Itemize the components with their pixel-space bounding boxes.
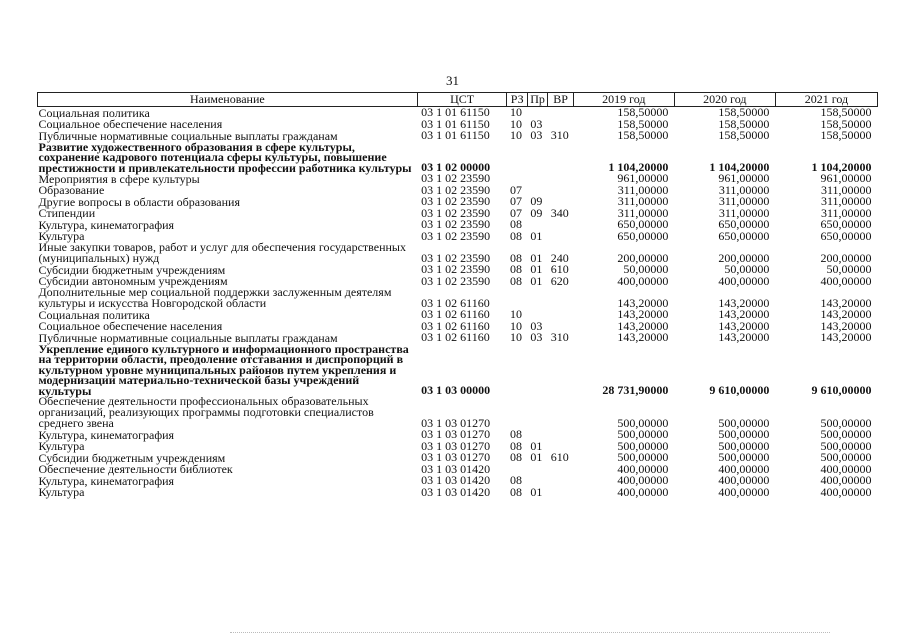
row-rz: 08 [509, 484, 522, 499]
row-2021: 143,20000 [820, 295, 872, 310]
row-vr [548, 231, 574, 243]
row-rz [507, 396, 527, 429]
row-2021: 143,20000 [820, 330, 872, 344]
row-vr [548, 464, 574, 476]
row-vr [548, 185, 574, 197]
row-name: Социальное обеспечение населения [38, 117, 223, 131]
row-2020: 311,00000 [718, 194, 770, 208]
row-pr: 03 [530, 116, 543, 131]
row-2021: 650,00000 [820, 217, 872, 231]
row-cst: 03 1 03 00000 [421, 382, 491, 397]
row-name: Культура, кинематография [38, 473, 175, 488]
row-vr [548, 344, 574, 397]
page-number: 31 [446, 73, 459, 88]
row-2019: 400,00000 [617, 273, 669, 288]
table-row [38, 487, 878, 499]
row-2020: 400,00000 [718, 484, 770, 499]
row-pr [527, 396, 547, 429]
row-2020: 400,00000 [718, 473, 770, 487]
row-2019: 400,00000 [617, 484, 669, 499]
row-rz: 08 [509, 250, 522, 265]
row-rz [507, 287, 527, 309]
row-rz: 08 [509, 450, 522, 464]
row-name: Социальное обеспечение населения [38, 319, 223, 333]
row-2019: 200,00000 [617, 250, 669, 265]
row-2021: 311,00000 [820, 205, 872, 220]
row-rz: 08 [509, 273, 522, 288]
row-2021: 311,00000 [820, 194, 872, 208]
row-2021: 500,00000 [820, 438, 872, 453]
row-name: Социальная политика [38, 307, 150, 322]
row-rz: 10 [509, 318, 522, 333]
row-2021: 158,50000 [820, 128, 872, 142]
row-2019: 28 731,90000 [602, 382, 669, 397]
row-name: Культура, кинематография [38, 217, 175, 232]
header-pr: Пр [527, 93, 547, 107]
row-2019: 961,00000 [617, 171, 669, 185]
row-pr [527, 464, 547, 476]
row-2019: 143,20000 [617, 330, 669, 344]
row-cst: 03 1 02 23590 [421, 194, 491, 208]
row-name: Субсидии бюджетным учреждениям [38, 450, 226, 465]
row-pr: 09 [530, 205, 543, 220]
row-pr: 03 [530, 128, 543, 142]
row-cst: 03 1 02 61160 [421, 318, 490, 333]
row-2021: 158,50000 [820, 116, 872, 131]
row-vr: 310 [550, 128, 569, 142]
row-cst: 03 1 02 23590 [421, 171, 491, 185]
row-cst: 03 1 02 23590 [421, 205, 491, 220]
row-vr [548, 309, 574, 321]
row-rz: 07 [509, 194, 522, 208]
row-name: Развитие художественного образования в сфере культуры, сохранение кадрового потенциала сферы культуры, повышение престижности и привлекательности профессии работника культуры [38, 139, 412, 175]
row-name: Укрепление единого культурного и информационного пространства на территории области, преодоление отставания и диспропорций в культурном уровне муниципальных районов путем укрепления и модернизации материально-технической базы учреждений культуры [38, 341, 409, 398]
row-cst: 03 1 03 01270 [421, 427, 491, 441]
row-rz: 08 [509, 473, 522, 487]
row-cst: 03 1 03 01420 [421, 484, 491, 499]
row-name: Культура [38, 485, 85, 499]
scan-artifact [230, 632, 830, 635]
row-name: Мероприятия в сфере культуры [38, 171, 200, 186]
row-2020: 500,00000 [718, 415, 770, 430]
row-cst: 03 1 01 61150 [421, 105, 490, 119]
row-name: Иные закупки товаров, работ и услуг для обеспечения государственных (муниципальных) нужд [38, 240, 406, 265]
row-pr: 03 [530, 318, 543, 333]
row-cst: 03 1 02 61160 [421, 330, 490, 344]
row-cst: 03 1 02 00000 [421, 159, 491, 174]
row-2021: 400,00000 [820, 484, 872, 499]
row-cst: 03 1 02 23590 [421, 262, 491, 276]
row-2020: 311,00000 [718, 205, 770, 220]
row-2020: 500,00000 [718, 427, 770, 441]
row-2019: 500,00000 [617, 415, 669, 430]
row-2020: 311,00000 [718, 182, 770, 197]
row-cst: 03 1 03 01420 [421, 473, 491, 487]
row-name: Социальная политика [38, 105, 150, 120]
row-2021: 400,00000 [820, 273, 872, 288]
row-pr: 01 [530, 250, 543, 265]
row-pr [527, 142, 547, 174]
row-2021: 961,00000 [820, 171, 872, 185]
row-cst: 03 1 02 61160 [421, 295, 490, 310]
row-pr: 01 [530, 228, 543, 243]
row-2020: 650,00000 [718, 228, 770, 243]
row-rz: 10 [509, 105, 522, 119]
row-cst: 03 1 02 23590 [421, 228, 491, 243]
header-vr: ВР [548, 93, 574, 107]
table-body [38, 107, 878, 499]
row-cst: 03 1 03 01420 [421, 461, 491, 476]
row-vr [548, 107, 574, 119]
row-pr: 03 [530, 330, 543, 344]
budget-table [37, 92, 878, 498]
row-2021: 9 610,00000 [811, 382, 872, 397]
row-cst: 03 1 02 61160 [421, 307, 490, 321]
table-row [38, 287, 878, 309]
table-row [38, 344, 878, 397]
table-row [38, 396, 878, 429]
row-cst: 03 1 02 23590 [421, 250, 491, 265]
row-2019: 158,50000 [617, 105, 669, 119]
row-vr: 310 [550, 330, 569, 344]
row-2019: 158,50000 [617, 128, 669, 142]
row-pr: 01 [530, 484, 543, 499]
row-vr: 610 [550, 450, 569, 464]
row-2020: 961,00000 [718, 171, 770, 185]
row-cst: 03 1 03 01270 [421, 415, 491, 430]
row-pr: 01 [530, 438, 543, 453]
row-2019: 650,00000 [617, 217, 669, 231]
row-2019: 143,20000 [617, 318, 669, 333]
row-vr [548, 287, 574, 309]
row-2021: 500,00000 [820, 450, 872, 464]
row-2019: 143,20000 [617, 295, 669, 310]
header-cst: ЦСТ [417, 93, 507, 107]
row-2019: 500,00000 [617, 438, 669, 453]
row-rz: 10 [509, 128, 522, 142]
row-2020: 158,50000 [718, 116, 770, 131]
row-vr [548, 173, 574, 185]
row-2020: 143,20000 [718, 318, 770, 333]
row-cst: 03 1 02 23590 [421, 182, 491, 197]
row-cst: 03 1 03 01270 [421, 438, 491, 453]
header-rz: РЗ [507, 93, 527, 107]
row-2019: 311,00000 [617, 205, 669, 220]
row-name: Культура [38, 229, 85, 243]
row-pr: 01 [530, 450, 543, 464]
row-rz: 08 [509, 217, 522, 231]
row-vr [548, 487, 574, 499]
row-2021: 50,00000 [826, 262, 872, 276]
row-rz: 10 [509, 330, 522, 344]
row-2021: 311,00000 [820, 182, 872, 197]
row-cst: 03 1 02 23590 [421, 273, 491, 288]
row-2019: 143,20000 [617, 307, 669, 321]
header-2019: 2019 год [573, 93, 674, 107]
row-2019: 158,50000 [617, 116, 669, 131]
row-cst: 03 1 01 61150 [421, 128, 490, 142]
row-rz: 07 [509, 205, 522, 220]
row-2021: 500,00000 [820, 427, 872, 441]
row-2021: 143,20000 [820, 318, 872, 333]
row-2020: 50,00000 [724, 262, 770, 276]
row-vr [548, 475, 574, 487]
row-2020: 400,00000 [718, 273, 770, 288]
row-name: Образование [38, 183, 105, 197]
row-cst: 03 1 03 01270 [421, 450, 491, 464]
row-name: Дополнительные мер социальной поддержки заслуженным деятелям культуры и искусства Новгородской области [38, 285, 392, 310]
row-name: Публичные нормативные социальные выплаты гражданам [38, 128, 338, 143]
row-pr [527, 344, 547, 397]
row-2019: 311,00000 [617, 194, 669, 208]
row-name: Культура [38, 439, 85, 453]
row-rz: 10 [509, 307, 522, 321]
row-2020: 143,20000 [718, 330, 770, 344]
row-pr [527, 287, 547, 309]
row-name: Стипендии [38, 206, 96, 220]
row-pr [527, 173, 547, 185]
row-2020: 650,00000 [718, 217, 770, 231]
header-2020: 2020 год [674, 93, 775, 107]
row-2021: 158,50000 [820, 105, 872, 119]
header-name: Наименование [38, 93, 418, 107]
row-vr: 620 [550, 273, 569, 288]
row-2020: 9 610,00000 [709, 382, 770, 397]
row-2020: 500,00000 [718, 438, 770, 453]
header-2021: 2021 год [775, 93, 877, 107]
row-2020: 200,00000 [718, 250, 770, 265]
row-rz: 08 [509, 427, 522, 441]
row-rz: 10 [509, 116, 522, 131]
row-vr [548, 142, 574, 174]
table-row [38, 242, 878, 264]
row-2021: 650,00000 [820, 228, 872, 243]
row-rz: 08 [509, 262, 522, 276]
row-2021: 500,00000 [820, 415, 872, 430]
row-2021: 1 104,20000 [811, 159, 872, 174]
row-2020: 1 104,20000 [709, 159, 770, 174]
row-vr: 610 [550, 262, 569, 276]
row-pr: 01 [530, 273, 543, 288]
row-2019: 500,00000 [617, 427, 669, 441]
row-rz [507, 344, 527, 397]
row-vr [548, 429, 574, 441]
row-pr: 01 [530, 262, 543, 276]
row-name: Обеспечение деятельности профессиональных образовательных организаций, реализующих программы подготовки специалистов среднего звена [38, 394, 374, 430]
row-rz: 08 [509, 228, 522, 243]
row-2020: 158,50000 [718, 128, 770, 142]
row-cst: 03 1 02 23590 [421, 217, 491, 231]
row-vr [548, 396, 574, 429]
row-2020: 158,50000 [718, 105, 770, 119]
row-rz: 08 [509, 438, 522, 453]
row-2019: 400,00000 [617, 461, 669, 476]
row-name: Субсидии автономным учреждениям [38, 274, 228, 288]
row-2021: 143,20000 [820, 307, 872, 321]
row-rz: 07 [509, 182, 522, 197]
row-2020: 143,20000 [718, 307, 770, 321]
row-pr: 09 [530, 194, 543, 208]
row-2020: 143,20000 [718, 295, 770, 310]
row-name: Обеспечение деятельности библиотек [38, 462, 233, 476]
row-2019: 50,00000 [623, 262, 669, 276]
row-name: Публичные нормативные социальные выплаты гражданам [38, 330, 338, 345]
row-name: Другие вопросы в области образования [38, 194, 240, 209]
table-row [38, 142, 878, 174]
row-2019: 400,00000 [617, 473, 669, 487]
row-2021: 200,00000 [820, 250, 872, 265]
row-2021: 400,00000 [820, 461, 872, 476]
row-2019: 650,00000 [617, 228, 669, 243]
row-2020: 400,00000 [718, 461, 770, 476]
row-2021: 400,00000 [820, 473, 872, 487]
row-name: Культура, кинематография [38, 427, 175, 442]
row-vr: 240 [550, 250, 569, 265]
row-2019: 1 104,20000 [608, 159, 669, 174]
row-2019: 311,00000 [617, 182, 669, 197]
row-name: Субсидии бюджетным учреждениям [38, 262, 226, 277]
row-cst: 03 1 01 61150 [421, 116, 490, 131]
row-2019: 500,00000 [617, 450, 669, 464]
row-2020: 500,00000 [718, 450, 770, 464]
row-rz [507, 142, 527, 174]
row-vr: 340 [550, 205, 569, 220]
row-vr [548, 219, 574, 231]
